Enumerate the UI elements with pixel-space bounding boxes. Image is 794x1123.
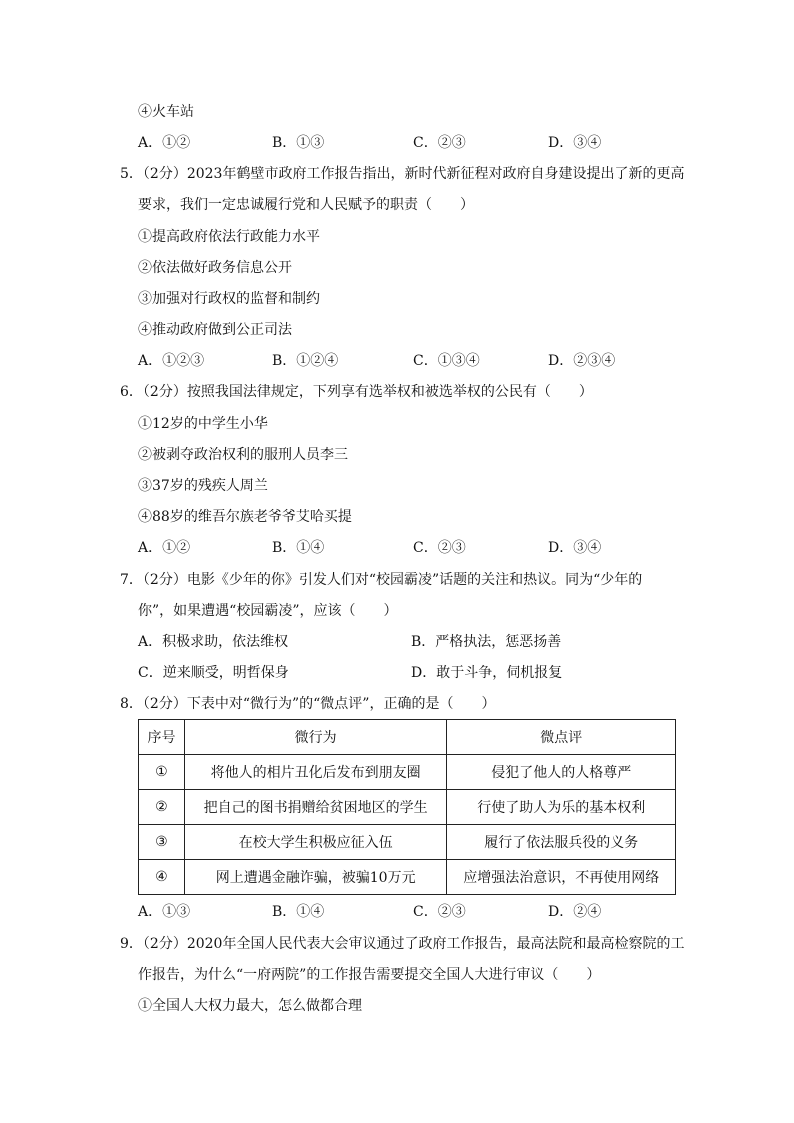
q5-option-b: B．①②④ bbox=[272, 353, 339, 369]
q6-item-4: ④88岁的维吾尔族老爷爷艾哈买提 bbox=[138, 509, 352, 525]
q5-option-d: D．②③④ bbox=[548, 353, 616, 369]
q5-option-c: C．①③④ bbox=[413, 353, 480, 369]
q7-option-a: A．积极求助，依法维权 bbox=[138, 634, 289, 650]
q5-item-4: ④推动政府做到公正司法 bbox=[138, 322, 292, 338]
table-row bbox=[139, 825, 676, 860]
q8-row-behavior: 将他人的相片丑化后发布到朋友圈 bbox=[184, 755, 446, 790]
q6-item-1: ①12岁的中学生小华 bbox=[138, 416, 268, 432]
q6-option-c: C．②③ bbox=[413, 540, 466, 556]
q7-option-b: B．严格执法，惩恶扬善 bbox=[411, 634, 562, 650]
q5-stem-line2: 要求，我们一定忠诚履行党和人民赋予的职责（ ） bbox=[138, 197, 474, 213]
q8-row-index: ④ bbox=[139, 860, 185, 895]
q8-option-c: C．②③ bbox=[413, 904, 466, 920]
q8-row-index: ② bbox=[139, 790, 185, 825]
q7-options-row1 bbox=[138, 632, 698, 652]
q6-item-2: ②被剥夺政治权利的服刑人员李三 bbox=[138, 447, 348, 463]
q5-item-2: ②依法做好政务信息公开 bbox=[138, 260, 292, 276]
q7-options-row2 bbox=[138, 663, 698, 683]
q7-stem-line1: 7．（2分）电影《少年的你》引发人们对“校园霸凌”话题的关注和热议。同为“少年的 bbox=[120, 572, 643, 588]
q6-option-b: B．①④ bbox=[272, 540, 325, 556]
q5-item-3: ③加强对行政权的监督和制约 bbox=[138, 291, 320, 307]
q8-header-behavior: 微行为 bbox=[184, 720, 446, 755]
q6-option-a: A．①② bbox=[138, 540, 191, 556]
q8-row-behavior: 把自己的图书捐赠给贫困地区的学生 bbox=[184, 790, 446, 825]
q4-option-a: A．①② bbox=[138, 135, 191, 151]
table-row bbox=[139, 790, 676, 825]
q4-option-b: B．①③ bbox=[272, 135, 325, 151]
q8-row-comment: 应增强法治意识，不再使用网络 bbox=[447, 860, 676, 895]
q5-option-a: A．①②③ bbox=[138, 353, 205, 369]
q8-option-d: D．②④ bbox=[548, 904, 602, 920]
q6-stem: 6．（2分）按照我国法律规定，下列享有选举权和被选举权的公民有（ ） bbox=[120, 384, 593, 400]
table-row bbox=[139, 860, 676, 895]
q8-stem: 8．（2分）下表中对“微行为”的“微点评”，正确的是（ ） bbox=[120, 696, 496, 712]
q6-item-3: ③37岁的残疾人周兰 bbox=[138, 478, 268, 494]
q8-row-index: ③ bbox=[139, 825, 185, 860]
q8-row-comment: 行使了助人为乐的基本权利 bbox=[447, 790, 676, 825]
q7-option-d: D．敢于斗争，伺机报复 bbox=[411, 665, 563, 681]
q5-options bbox=[138, 351, 698, 371]
q8-options bbox=[138, 902, 698, 922]
q7-option-c: C．逆来顺受，明哲保身 bbox=[138, 665, 289, 681]
q5-stem-line1: 5．（2分）2023年鹤壁市政府工作报告指出，新时代新征程对政府自身建设提出了新的更高 bbox=[120, 166, 685, 182]
q8-row-behavior: 网上遭遇金融诈骗，被骗10万元 bbox=[184, 860, 446, 895]
q9-stem-line2: 作报告，为什么“一府两院”的工作报告需要提交全国人大进行审议（ ） bbox=[138, 967, 601, 983]
q9-stem-line1: 9．（2分）2020年全国人民代表大会审议通过了政府工作报告，最高法院和最高检察院的工 bbox=[120, 936, 685, 952]
q9-item-1: ①全国人大权力最大，怎么做都合理 bbox=[138, 998, 362, 1014]
q8-row-index: ① bbox=[139, 755, 185, 790]
q6-option-d: D．③④ bbox=[548, 540, 602, 556]
q8-row-comment: 履行了依法服兵役的义务 bbox=[447, 825, 676, 860]
q8-header-index: 序号 bbox=[139, 720, 185, 755]
table-row bbox=[139, 755, 676, 790]
q4-option-d: D．③④ bbox=[548, 135, 602, 151]
q4-item-4: ④火车站 bbox=[138, 104, 194, 120]
q8-option-b: B．①④ bbox=[272, 904, 325, 920]
q8-row-comment: 侵犯了他人的人格尊严 bbox=[447, 755, 676, 790]
q5-item-1: ①提高政府依法行政能力水平 bbox=[138, 229, 320, 245]
q8-header-comment: 微点评 bbox=[447, 720, 676, 755]
q6-options bbox=[138, 538, 698, 558]
q8-option-a: A．①③ bbox=[138, 904, 191, 920]
q8-table bbox=[138, 719, 676, 895]
q4-options bbox=[138, 133, 698, 153]
q8-row-behavior: 在校大学生积极应征入伍 bbox=[184, 825, 446, 860]
q8-table-header-row bbox=[139, 720, 676, 755]
q4-option-c: C．②③ bbox=[413, 135, 466, 151]
q7-stem-line2: 你”，如果遭遇“校园霸凌”，应该（ ） bbox=[138, 603, 398, 619]
